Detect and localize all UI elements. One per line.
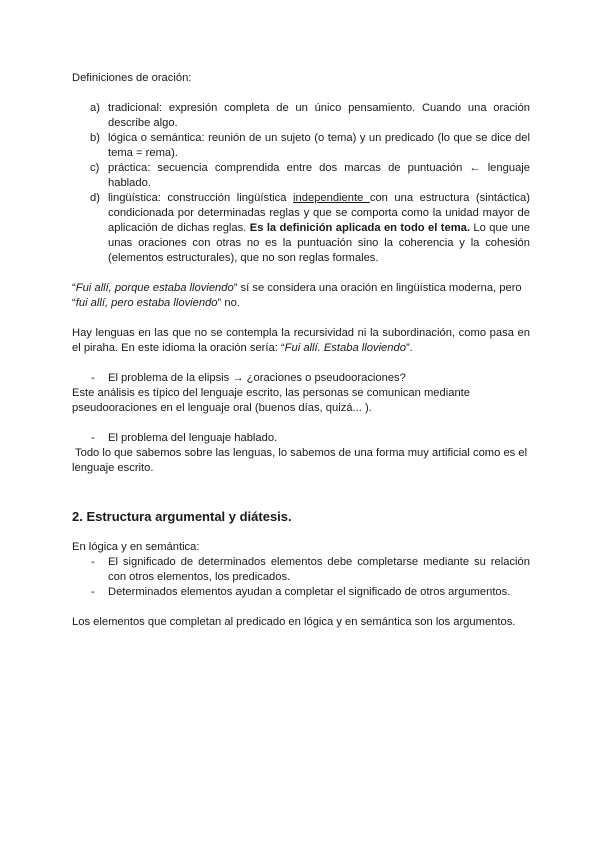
- example-text: no.: [221, 297, 240, 309]
- quote-mark: ”: [217, 297, 222, 309]
- document-page: [72, 71, 530, 630]
- example-sentence: fui allí, pero estaba lloviendo: [75, 297, 218, 309]
- definition-text: : reunión de un sujeto (o tema) y un predicado (lo que se dice del tema = rema).: [108, 132, 530, 159]
- list-marker: b): [90, 132, 100, 144]
- paragraph-text: Hay lenguas en las que no se contempla la recursividad ni la subordinación, como pasa en el piraha. En este idioma la oración sería: “: [72, 327, 530, 354]
- example-sentence: Fui allí. Estaba lloviendo: [284, 342, 406, 354]
- example-text: sí se considera una oración en lingüística moderna, pero: [237, 282, 522, 294]
- problem-list: [72, 371, 530, 386]
- example-paragraph: [72, 281, 530, 311]
- list-item-text: El significado de determinados elementos debe completarse mediante su relación con otros elementos, los predicados.: [108, 556, 530, 583]
- problem-list: [72, 431, 530, 446]
- list-item: [72, 431, 530, 446]
- definition-text: : secuencia comprendida entre dos marcas de puntuación ← lenguaje hablado.: [108, 162, 530, 189]
- section-list: [72, 555, 530, 600]
- list-item: [72, 585, 530, 600]
- definition-term: lingüística: [108, 192, 158, 204]
- definition-term: práctica: [108, 162, 148, 174]
- list-item: [72, 131, 530, 161]
- list-marker: -: [91, 586, 95, 598]
- underlined-term: independiente: [293, 192, 370, 204]
- definition-term: lógica o semántica: [108, 132, 202, 144]
- list-item: [72, 101, 530, 131]
- definitions-list: [72, 101, 530, 266]
- quote-mark: “: [72, 297, 76, 309]
- list-marker: -: [91, 432, 95, 444]
- definition-text: con una estructura (sintáctica) condicionada por determinadas reglas y que se comporta como la unidad mayor de aplicación de dichas reglas.: [108, 192, 530, 234]
- list-item: [72, 555, 530, 585]
- list-item-text: Determinados elementos ayudan a completar el significado de otros argumentos.: [108, 586, 511, 598]
- list-marker: d): [90, 192, 100, 204]
- quote-mark: ”: [233, 282, 238, 294]
- emphasis-text: Es la definición aplicada en todo el tema.: [249, 222, 470, 234]
- list-item: [72, 191, 530, 266]
- list-marker: -: [91, 372, 95, 384]
- piraha-paragraph: [72, 326, 530, 356]
- example-sentence: Fui allí, porque estaba lloviendo: [75, 282, 234, 294]
- definition-text: : construcción lingüística: [157, 192, 294, 204]
- section-conclusion: Los elementos que completan al predicado en lógica y en semántica son los argumentos.: [72, 616, 516, 628]
- list-item: [72, 371, 530, 386]
- problem-title: El problema de la elipsis → ¿oraciones o pseudooraciones?: [108, 372, 406, 384]
- section-heading: 2. Estructura argumental y diátesis.: [72, 509, 292, 524]
- section-intro: En lógica y en semántica:: [72, 541, 200, 553]
- problem-title: El problema del lenguaje hablado.: [108, 432, 278, 444]
- list-marker: c): [90, 162, 100, 174]
- list-item: [72, 161, 530, 191]
- paragraph-text: ”.: [405, 342, 413, 354]
- definitions-heading: Definiciones de oración:: [72, 72, 192, 84]
- list-marker: a): [90, 102, 100, 114]
- definition-term: tradicional: [108, 102, 159, 114]
- definition-text: : expresión completa de un único pensamiento. Cuando una oración describe algo.: [108, 102, 530, 129]
- quote-mark: “: [72, 282, 76, 294]
- definition-text: Lo que une unas oraciones con otras no es la puntuación sino la coherencia y la cohesión (elementos estructurales), que no son reglas formales.: [108, 222, 530, 264]
- problem-note: Este análisis es típico del lenguaje escrito, las personas se comunican mediante pseudooraciones en el lenguaje oral (buenos días, quizá... ).: [72, 387, 470, 414]
- problem-note: Todo lo que sabemos sobre las lenguas, lo sabemos de una forma muy artificial como es el lenguaje escrito.: [72, 447, 528, 474]
- list-marker: -: [91, 556, 95, 568]
